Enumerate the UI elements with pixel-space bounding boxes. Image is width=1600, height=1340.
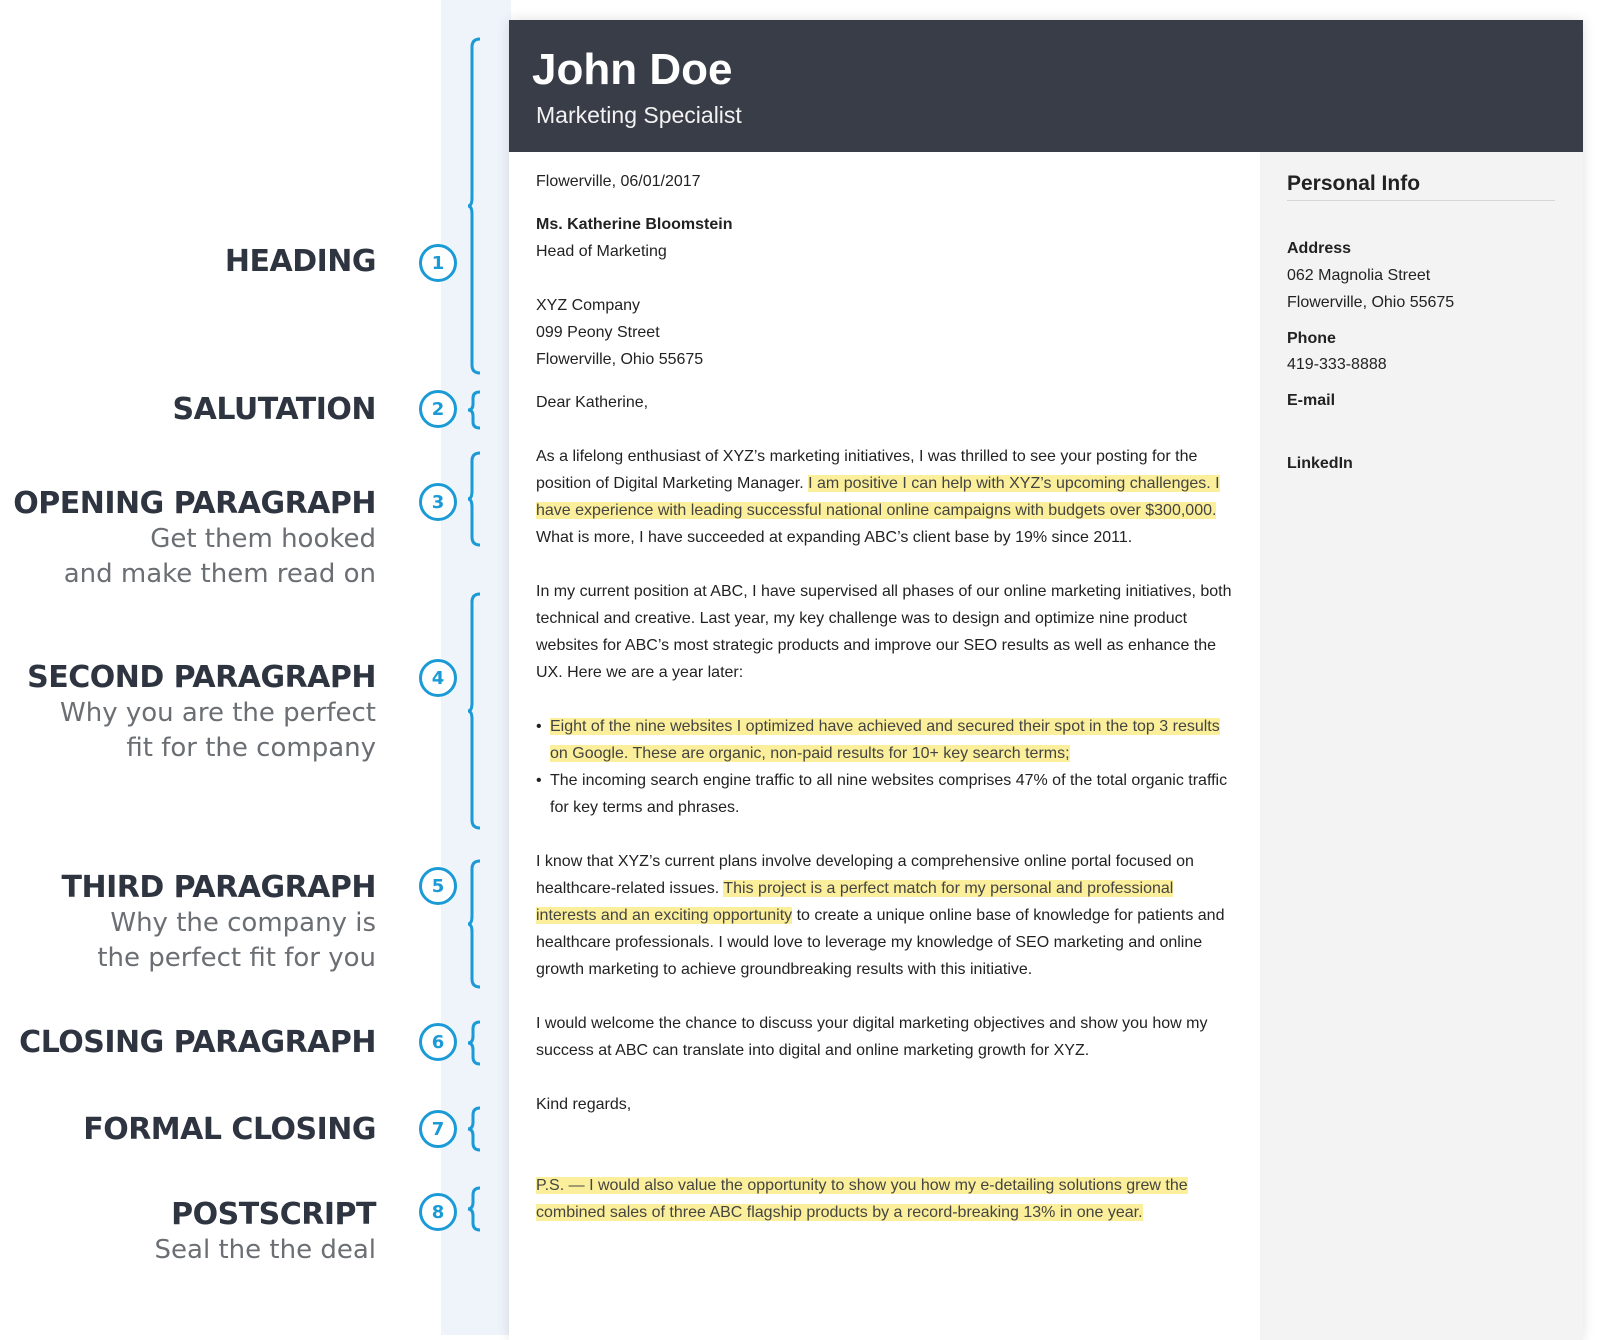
company-city: Flowerville, Ohio 55675: [536, 351, 704, 368]
number-badge: 2: [419, 390, 457, 428]
number-badge: 6: [419, 1023, 457, 1061]
section-subtitle: Seal the the deal: [154, 1235, 376, 1265]
brace-icon: [468, 37, 482, 375]
closing-paragraph: I would welcome the chance to discuss your digital marketing objectives and show you how my success at ABC can translate into digital and online marketing growth for XYZ.: [536, 1015, 1208, 1059]
section-subtitle: Why you are the perfect: [60, 698, 376, 728]
number-badge: 7: [419, 1110, 457, 1148]
section-title: THIRD PARAGRAPH: [61, 870, 376, 905]
section-subtitle: Why the company is: [110, 908, 376, 938]
section-title: SECOND PARAGRAPH: [27, 660, 376, 695]
section-title: OPENING PARAGRAPH: [13, 486, 376, 521]
brace-icon: [468, 1186, 482, 1232]
section-label-heading: [225, 244, 376, 280]
address-line: 062 Magnolia Street: [1287, 267, 1431, 284]
address-line: Flowerville, Ohio 55675: [1287, 294, 1455, 311]
postscript-text: P.S. — I would also value the opportunity to show you how my e-detailing solutions grew the combined sales of three ABC flagship products by a record-breaking 13% in one year.: [536, 1177, 1188, 1221]
achievement-list: [536, 713, 1236, 821]
section-label-postscript: [155, 1197, 376, 1268]
brace-icon: [468, 859, 482, 989]
section-label-salutation: [173, 392, 377, 428]
number-badge: 8: [419, 1193, 457, 1231]
section-label-third: [62, 870, 377, 976]
letter-header: [509, 20, 1583, 152]
section-subtitle: fit for the company: [126, 733, 376, 763]
sidebar-title: Personal Info: [1287, 172, 1555, 201]
phone-value: 419-333-8888: [1287, 356, 1387, 373]
opening-text: As a lifelong enthusiast of XYZ’s marketing initiatives, I was thrilled to see your posting for the position of Digital Marketing Manager.: [536, 448, 1198, 492]
third-highlight: This project is a perfect match for my personal and professional interests and an exciting opportunity: [536, 880, 1174, 924]
applicant-name: John Doe: [532, 45, 733, 94]
brace-icon: [468, 390, 482, 430]
bullet-text: Eight of the nine websites I optimized have achieved and secured their spot in the top 3 results on Google. These are organic, non-paid results for 10+ key search terms;: [550, 718, 1220, 762]
section-label-closing: [19, 1025, 376, 1061]
list-item: [536, 713, 1236, 767]
section-title: FORMAL CLOSING: [83, 1112, 376, 1147]
address-label: Address: [1287, 240, 1352, 257]
section-subtitle: and make them read on: [63, 559, 376, 589]
company-street: 099 Peony Street: [536, 324, 660, 341]
second-paragraph: In my current position at ABC, I have supervised all phases of our online marketing initiatives, both technical and creative. Last year, my key challenge was to design and optimize nine product websites for ABC’s most strategic products and improve our SEO results as well as enhance the UX. Here we are a year later:: [536, 583, 1232, 681]
section-label-second: [27, 660, 376, 766]
salutation: Dear Katherine,: [536, 394, 649, 411]
list-item: [536, 767, 1236, 821]
section-title: CLOSING PARAGRAPH: [19, 1025, 376, 1060]
section-title: SALUTATION: [172, 392, 376, 427]
section-subtitle: the perfect fit for you: [97, 943, 376, 973]
number-badge: 4: [419, 659, 457, 697]
opening-paragraph: [536, 443, 1236, 551]
formal-closing: Kind regards,: [536, 1096, 632, 1113]
personal-info-sidebar: [1260, 152, 1583, 1340]
section-label-formal-closing: [83, 1112, 376, 1148]
postscript: [536, 1172, 1206, 1226]
opening-highlight: I am positive I can help with XYZ’s upcoming challenges. I have experience with leading successful national online campaigns with budgets over $300,000.: [536, 475, 1220, 519]
email-label: E-mail: [1287, 392, 1336, 409]
number-badge: 3: [419, 483, 457, 521]
brace-icon: [468, 592, 482, 830]
recipient-title: Head of Marketing: [536, 243, 667, 260]
opening-text: What is more, I have succeeded at expanding ABC’s client base by 19% since 2011.: [536, 529, 1133, 546]
recipient-name: Ms. Katherine Bloomstein: [536, 216, 733, 233]
date-line: Flowerville, 06/01/2017: [536, 173, 701, 190]
third-text: to create a unique online base of knowledge for patients and healthcare professionals. I would love to leverage my knowledge of SEO marketing and online growth marketing to achieve groundbreaking results with this initiative.: [536, 907, 1225, 978]
brace-icon: [468, 451, 482, 547]
linkedin-label: LinkedIn: [1287, 455, 1353, 472]
section-title: POSTSCRIPT: [171, 1197, 376, 1232]
company-name: XYZ Company: [536, 297, 641, 314]
number-badge: 1: [419, 244, 457, 282]
cover-letter-document: [509, 20, 1583, 1340]
section-title: HEADING: [224, 244, 376, 279]
brace-icon: [468, 1106, 482, 1152]
third-text: I know that XYZ’s current plans involve developing a comprehensive online portal focused on healthcare-related issues.: [536, 853, 1194, 897]
third-paragraph: [536, 848, 1236, 983]
brace-icon: [468, 1020, 482, 1066]
section-label-opening: [13, 486, 376, 592]
bullet-text: The incoming search engine traffic to all nine websites comprises 47% of the total organic traffic for key terms and phrases.: [550, 772, 1228, 816]
number-badge: 5: [419, 867, 457, 905]
section-subtitle: Get them hooked: [150, 524, 376, 554]
phone-label: Phone: [1287, 330, 1336, 347]
applicant-role: Marketing Specialist: [536, 102, 742, 128]
